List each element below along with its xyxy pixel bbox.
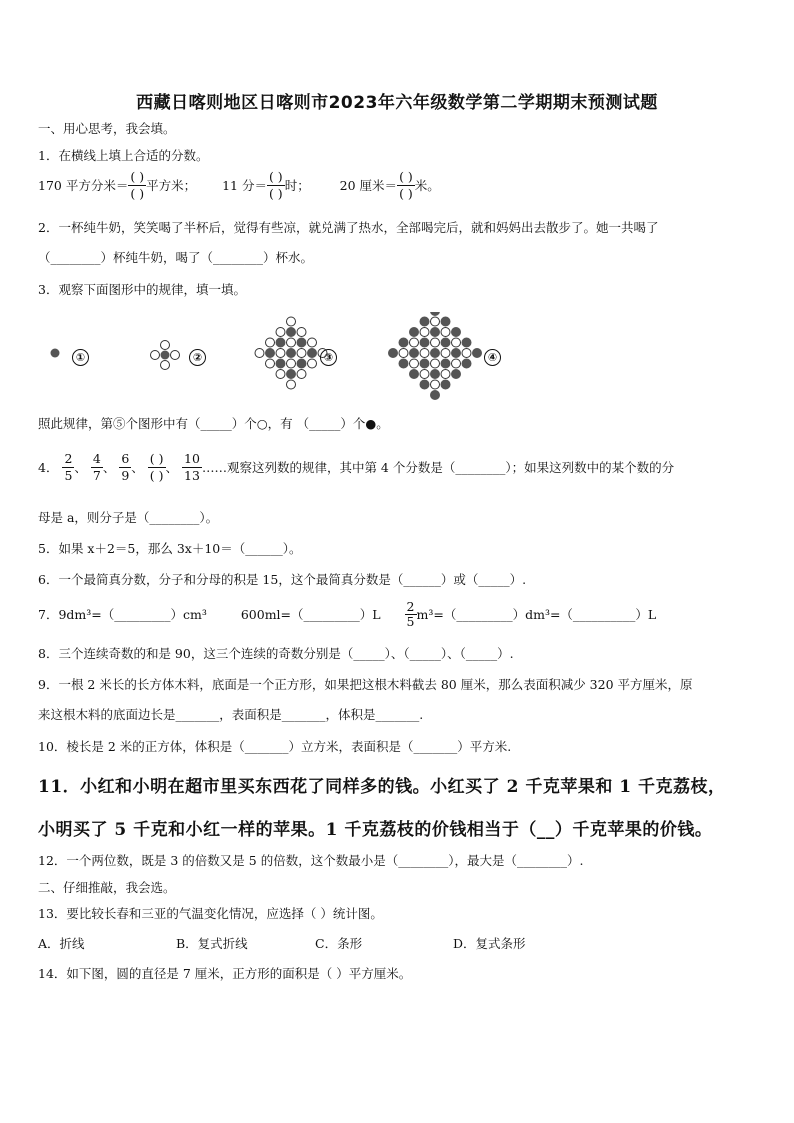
hollow-dot [431, 317, 440, 326]
hollow-dot [410, 359, 419, 368]
question-4-text: ……观察这列数的规律，其中第 4 个分数是（________）；如果这列数中的某个数的分 [201, 460, 675, 475]
question-10: 10．棱长是 2 米的正方体，体积是（_______）立方米，表面积是（_______）平方米. [38, 739, 512, 754]
question-1-fractions [38, 170, 440, 203]
filled-dot [431, 328, 440, 337]
q1-part2-unit: 时； [284, 178, 310, 193]
pattern-label-3: ③ [320, 346, 337, 366]
q7-part-c: m³=（_________）dm³=（__________）L [416, 607, 657, 622]
q7-part-a: 7．9dm³=（_________）cm³ [38, 607, 207, 622]
dot-pattern-figure [38, 312, 518, 402]
q1-part2-label: 11 分＝ [222, 178, 267, 193]
q1-part1-unit: 平方米； [146, 178, 197, 193]
question-12: 12．一个两位数，既是 3 的倍数又是 5 的倍数，这个数最小是（________），最大是（________）. [38, 853, 584, 868]
question-2-line-1: 2．一杯纯牛奶，笑笑喝了半杯后，觉得有些凉，就兑满了热水，全部喝完后，就和妈妈出去散步了。她一共喝了 [38, 220, 659, 235]
filled-dot [441, 380, 450, 389]
filled-dot [452, 349, 461, 358]
hollow-dot [431, 359, 440, 368]
page-title: 西藏日喀则地区日喀则市2023年六年级数学第二学期期末预测试题 [136, 93, 658, 113]
filled-dot [287, 370, 296, 379]
question-11-line-1: 11．小红和小明在超市里买东西花了同样多的钱。小红买了 2 千克苹果和 1 千克荔枝， [38, 777, 726, 797]
q1-blank-fraction-2[interactable]: $\frac{( )}{( )}$ [268, 169, 283, 201]
fraction-4-7: $\frac{4}{7}$ [92, 451, 101, 483]
question-4-line-1: 4． $\frac{2}{5}$ 、 $\frac{4}{7}$ 、 $\frac{6}{9}$ 、 $\frac{( )}{( )}$ 、 $\frac{10}{13}$ ……观察这列数的规律，其中第 4 个分数是（________）；如果这列数中的某个数的分 [38, 451, 675, 483]
hollow-dot [255, 349, 264, 358]
filled-dot [420, 317, 429, 326]
filled-dot [410, 370, 419, 379]
hollow-dot [441, 349, 450, 358]
filled-dot [297, 338, 306, 347]
filled-dot [389, 349, 398, 358]
question-7 [38, 601, 656, 630]
pattern-label-2: ② [189, 346, 206, 366]
pattern-label-1: ① [72, 346, 89, 366]
filled-dot [431, 370, 440, 379]
filled-dot [420, 359, 429, 368]
hollow-dot [276, 328, 285, 337]
hollow-dot [276, 349, 285, 358]
question-8: 8．三个连续奇数的和是 90，这三个连续的奇数分别是（_____）、（_____）、（_____）. [38, 646, 514, 661]
filled-dot [420, 380, 429, 389]
question-3-answer: 照此规律，第⑤个图形中有（_____）个○，有 （_____）个●。 [38, 416, 389, 431]
hollow-dot [297, 370, 306, 379]
hollow-dot [297, 328, 306, 337]
hollow-dot [399, 349, 408, 358]
pattern-label-4: ④ [484, 346, 501, 366]
filled-dot [452, 370, 461, 379]
filled-dot [308, 349, 317, 358]
pattern-1 [51, 349, 60, 358]
hollow-dot [420, 370, 429, 379]
q13-option-b[interactable]: B．复式折线 [176, 936, 248, 951]
filled-dot [441, 359, 450, 368]
hollow-dot [452, 359, 461, 368]
question-3-text: 3．观察下面图形中的规律，填一填。 [38, 282, 246, 297]
filled-dot [431, 312, 440, 316]
pattern-4 [389, 312, 482, 400]
hollow-dot [276, 370, 285, 379]
hollow-dot [462, 349, 471, 358]
filled-dot [431, 391, 440, 400]
question-9-line-1: 9．一根 2 米长的长方体木料，底面是一个正方形，如果把这根木料截去 80 厘米，那么表面积减少 320 平方厘米，原 [38, 677, 693, 692]
hollow-dot [297, 349, 306, 358]
question-11-line-2: 小明买了 5 千克和小红一样的苹果。1 千克荔枝的价钱相当于（__）千克苹果的价钱。 [38, 820, 713, 840]
q1-part3-label: 20 厘米＝ [339, 178, 398, 193]
fraction-2-5: $\frac{2}{5}$ [64, 451, 73, 483]
filled-dot [399, 338, 408, 347]
filled-dot [441, 317, 450, 326]
hollow-dot [287, 359, 296, 368]
filled-dot [276, 338, 285, 347]
pattern-2 [151, 341, 180, 370]
hollow-dot [287, 380, 296, 389]
question-5: 5．如果 x＋2＝5，那么 3x＋10＝（______）。 [38, 541, 302, 556]
filled-dot [420, 338, 429, 347]
q1-part1-label: 170 平方分米＝ [38, 178, 129, 193]
filled-dot [297, 359, 306, 368]
q13-option-c[interactable]: C．条形 [315, 936, 363, 951]
q1-blank-fraction-3[interactable]: $\frac{( )}{( )}$ [399, 169, 413, 201]
hollow-dot [441, 328, 450, 337]
question-13-text: 13．要比较长春和三亚的气温变化情况，应选择（ ）统计图。 [38, 906, 383, 921]
section-2-heading: 二、仔细推敲，我会选。 [38, 880, 176, 895]
hollow-dot [420, 328, 429, 337]
hollow-dot [308, 338, 317, 347]
q7-part-b: 600ml=（_________）L [240, 607, 381, 622]
q13-option-a[interactable]: A．折线 [38, 936, 85, 951]
question-14: 14．如下图，圆的直径是 7 厘米，正方形的面积是（ ）平方厘米。 [38, 966, 412, 981]
hollow-dot [431, 338, 440, 347]
fraction-10-13: $\frac{10}{13}$ [184, 451, 200, 483]
hollow-dot [266, 359, 275, 368]
section-1-heading: 一、用心思考，我会填。 [38, 121, 176, 136]
filled-dot [462, 359, 471, 368]
filled-dot [410, 328, 419, 337]
q1-part3-unit: 米。 [414, 178, 440, 193]
hollow-dot [410, 338, 419, 347]
q1-blank-fraction-1[interactable]: $\frac{( )}{( )}$ [130, 169, 145, 201]
filled-dot [276, 359, 285, 368]
question-6: 6．一个最简真分数，分子和分母的积是 15，这个最简真分数是（______）或（_____）. [38, 572, 527, 587]
fraction-2-5-q7: $\frac{2}{5}$ [406, 599, 415, 629]
filled-dot [287, 349, 296, 358]
hollow-dot [452, 338, 461, 347]
hollow-dot [308, 359, 317, 368]
filled-dot [462, 338, 471, 347]
hollow-dot [287, 317, 296, 326]
filled-dot [473, 349, 482, 358]
filled-dot [399, 359, 408, 368]
fraction-6-9: $\frac{6}{9}$ [121, 451, 130, 483]
pattern-3 [255, 317, 327, 389]
q13-option-d[interactable]: D．复式条形 [453, 936, 526, 951]
filled-dot [431, 349, 440, 358]
filled-dot [266, 349, 275, 358]
filled-dot [441, 338, 450, 347]
hollow-dot [441, 370, 450, 379]
hollow-dot [266, 338, 275, 347]
fraction-blank[interactable]: $\frac{( )}{( )}$ [149, 451, 164, 483]
hollow-dot [420, 349, 429, 358]
filled-dot [452, 328, 461, 337]
question-2-line-2: （________）杯纯牛奶，喝了（________）杯水。 [38, 250, 314, 265]
filled-dot [410, 349, 419, 358]
hollow-dot [287, 338, 296, 347]
filled-dot [287, 328, 296, 337]
question-9-line-2: 来这根木料的底面边长是_______，表面积是_______，体积是_______. [38, 707, 424, 722]
question-1-text: 1．在横线上填上合适的分数。 [38, 148, 209, 163]
question-4-line-2: 母是 a，则分子是（________）。 [38, 510, 219, 525]
hollow-dot [431, 380, 440, 389]
